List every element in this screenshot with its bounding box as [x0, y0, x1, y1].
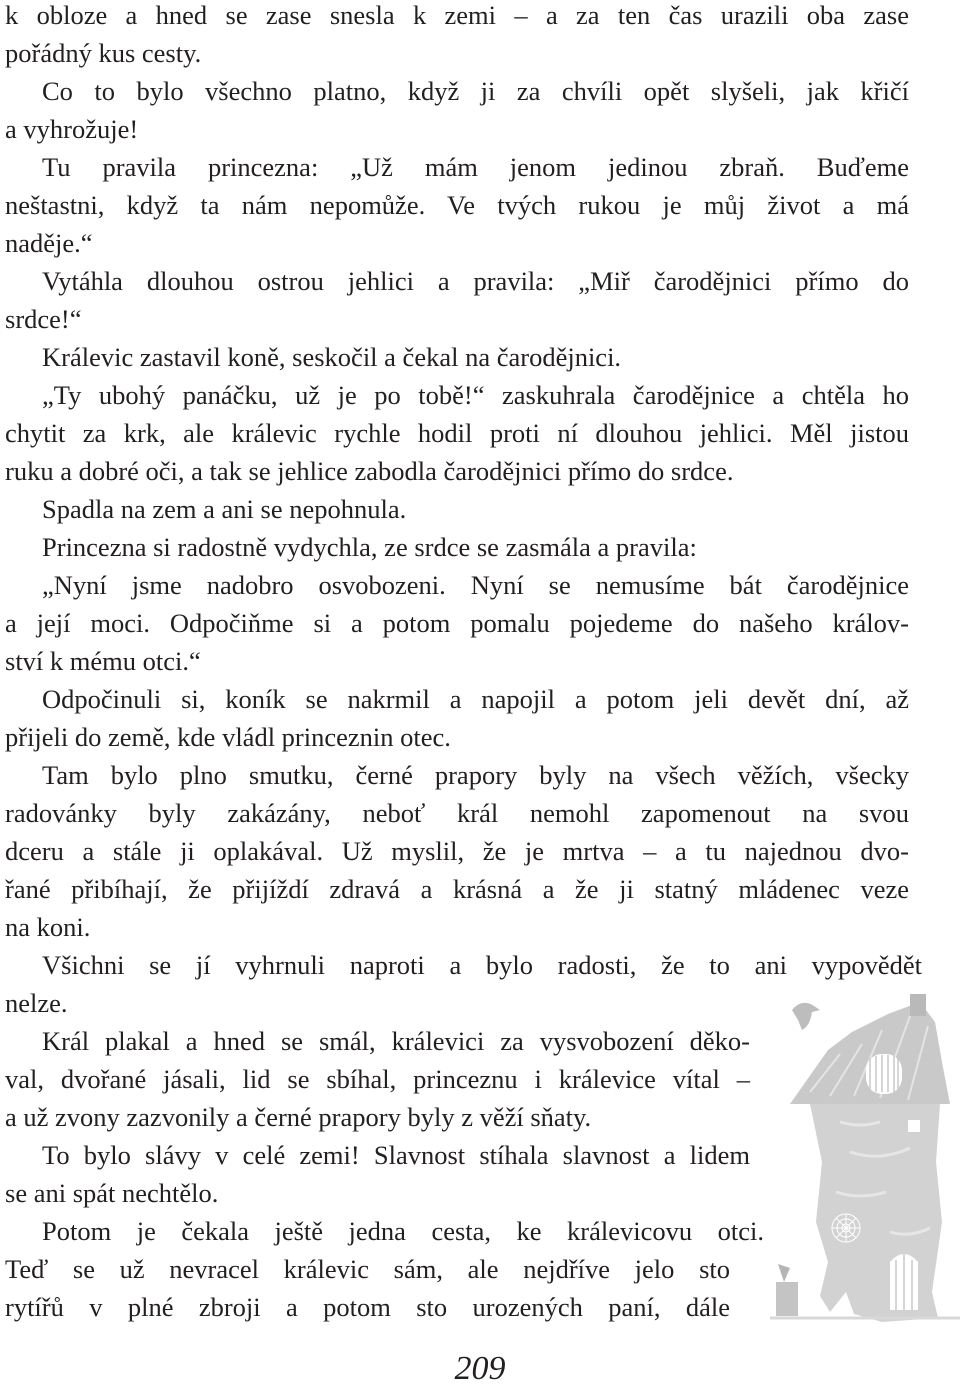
text-line: dceru a stále ji oplakával. Už myslil, že je mrtva – a tu najednou dvo-: [5, 836, 909, 866]
text-line: Spadla na zem a ani se nepohnula.: [42, 494, 407, 524]
text-line: ruku a dobré oči, a tak se jehlice zabodla čarodějnici přímo do srdce.: [5, 456, 734, 486]
text-line: řané přibíhají, že přijíždí zdravá a krásná a že ji statný mládenec veze: [5, 874, 909, 904]
text-line: k obloze a hned se zase snesla k zemi – a za ten čas urazili oba zase: [5, 0, 909, 30]
text-line: Odpočinuli si, koník se nakrmil a napojil a potom jeli devět dní, až: [42, 684, 909, 714]
text-line: Všichni se jí vyhrnuli naproti a bylo radosti, že to ani vypovědět: [42, 950, 922, 980]
text-line: Teď se už nevracel králevic sám, ale nejdříve jelo sto: [5, 1254, 730, 1284]
text-line: Vytáhla dlouhou ostrou jehlici a pravila: „Miř čarodějnici přímo do: [42, 266, 909, 296]
text-line: ství k mému otci.“: [5, 646, 201, 676]
page-number: 209: [454, 1350, 506, 1387]
text-line: To bylo slávy v celé zemi! Slavnost stíhala slavnost a lidem: [42, 1140, 750, 1170]
text-line: Tu pravila princezna: „Už mám jenom jedinou zbraň. Buďeme: [42, 152, 909, 182]
text-line: přijeli do země, kde vládl princeznin otec.: [5, 722, 451, 752]
text-line: Princezna si radostně vydychla, ze srdce se zasmála a pravila:: [42, 532, 697, 562]
text-line: chytit za krk, ale králevic rychle hodil proti ní dlouhou jehlici. Měl jistou: [5, 418, 909, 448]
text-line: Co to bylo všechno platno, když ji za chvíli opět slyšeli, jak křičí: [42, 76, 909, 106]
text-line: Tam bylo plno smutku, černé prapory byly na všech věžích, všecky: [42, 760, 909, 790]
text-line: Potom je čekala ještě jedna cesta, ke králevicovu otci.: [42, 1216, 764, 1246]
text-line: na koni.: [5, 912, 91, 942]
text-line: neštastni, když ta nám nepomůže. Ve tvých rukou je můj život a má: [5, 190, 909, 220]
text-line: val, dvořané jásali, lid se sbíhal, princeznu i králevice vítal –: [5, 1064, 750, 1094]
text-line: Král plakal a hned se smál, králevici za vysvobození děko-: [42, 1026, 750, 1056]
text-line: „Ty ubohý panáčku, už je po tobě!“ zaskuhrala čarodějnice a chtěla ho: [42, 380, 909, 410]
text-line: nelze.: [5, 988, 68, 1018]
text-line: radovánky byly zakázány, neboť král nemohl zapomenout na svou: [5, 798, 909, 828]
text-line: pořádný kus cesty.: [5, 38, 202, 68]
text-line: srdce!“: [5, 304, 82, 334]
text-line: rytířů v plné zbroji a potom sto urozených paní, dále: [5, 1292, 730, 1322]
text-line: a její moci. Odpočiňme si a potom pomalu pojedeme do našeho králov-: [5, 608, 909, 638]
text-line: se ani spát nechtělo.: [5, 1178, 219, 1208]
text-line: Králevic zastavil koně, seskočil a čekal na čarodějnici.: [42, 342, 622, 372]
text-line: a už zvony zazvonily a černé prapory byly z věží sňaty.: [5, 1102, 592, 1132]
text-line: „Nyní jsme nadobro osvobozeni. Nyní se nemusíme bát čarodějnice: [42, 570, 909, 600]
text-line: a vyhrožuje!: [5, 114, 139, 144]
text-line: naděje.“: [5, 228, 93, 258]
witch-house-illustration: [770, 992, 960, 1322]
